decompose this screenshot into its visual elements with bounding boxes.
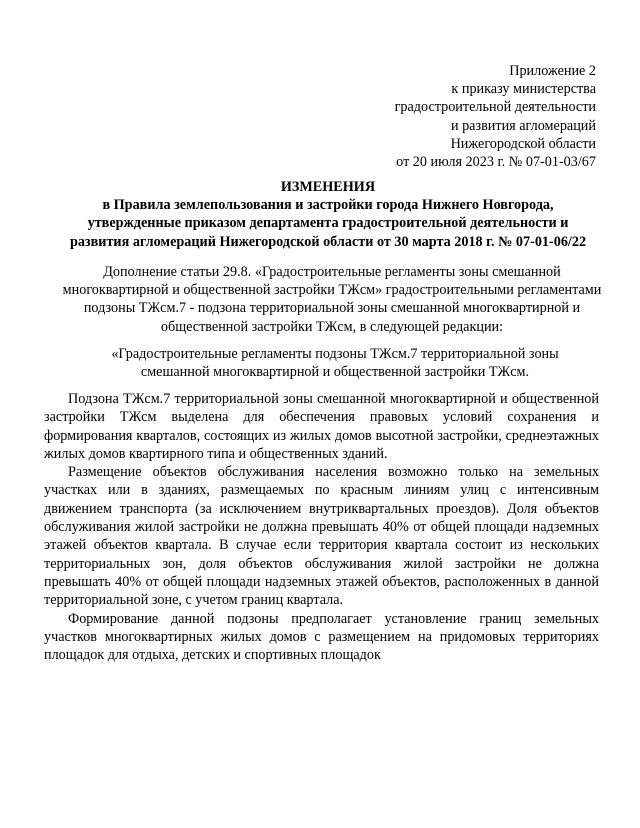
paragraph-2 [44,463,599,609]
document-title [48,178,608,251]
text-line: Размещение объектов обслуживания населения возможно только на земельных [68,464,599,481]
intro-line: общественной застройки ТЖсм, в следующей редакции: [160,318,504,335]
text-line: Подзона ТЖсм.7 территориальной зоны смешанной многоквартирной и общественной [68,391,599,407]
appendix-line: от 20 июля 2023 г. № 07-01-03/67 [396,154,596,171]
text-line: обслуживания жилой застройки не должна превышать 40% от общей площади надземных [44,519,599,536]
title-line: развития агломераций Нижегородской области от 30 марта 2018 г. № 07-01-06/22 [69,233,587,250]
body-text [44,390,599,664]
regulation-heading-line: смешанной многоквартирной и общественной застройки ТЖсм. [140,364,530,381]
regulation-heading [100,345,570,381]
appendix-line: Приложение 2 [509,63,596,79]
text-line: Формирование данной подзоны предполагает установление границ земельных [68,610,599,627]
title-line: в Правила землепользования и застройки города Нижнего Новгорода, [102,197,554,214]
intro-paragraph [48,263,616,336]
appendix-header [395,62,596,171]
text-line: превышать 40% от общей площади надземных этажей объектов, расположенных в данной [44,573,599,590]
text-line: территориальной зоне, с учетом границ квартала. [44,592,344,609]
text-line: участков многоквартирных жилых домов с размещением на придомовых территориях [44,628,599,645]
appendix-line: и развития агломераций [450,117,596,134]
title-heading: ИЗМЕНЕНИЯ [280,179,376,195]
text-line: этажей объектов квартала. В случае если территория квартала состоит из нескольких [44,537,599,554]
text-line: жилых домов квартирного типа и общественных зданий. [44,445,388,462]
paragraph-1 [44,390,599,463]
intro-line: Дополнение статьи 29.8. «Градостроительные регламенты зоны смешанной [103,264,561,280]
appendix-line: к приказу министерства [451,81,596,98]
appendix-line: Нижегородской области [450,135,596,152]
text-line: застройки ТЖсм выделена для обеспечения правовых условий сохранения и [44,409,599,426]
appendix-line: градостроительной деятельности [394,99,596,116]
regulation-heading-line: «Градостроительные регламенты подзоны ТЖсм.7 территориальной зоны [111,346,559,362]
intro-line: многоквартирной и общественной застройки ТЖсм» градостроительными регламентами [62,282,602,299]
title-line: утвержденные приказом департамента градостроительной деятельности и [87,215,569,232]
text-line: территориальных зон, доля объектов обслуживания жилой застройки не должна [44,555,599,572]
text-line: участках или в зданиях, размещаемых по красным линиям улиц с интенсивным [44,482,599,499]
text-line: площадок для отдыха, детских и спортивных площадок [44,647,381,664]
text-line: движением транспорта (за исключением внутриквартальных проездов). Доля объектов [44,500,599,517]
intro-line: подзоны ТЖсм.7 - подзона территориальной зоны смешанной многоквартирной и [83,300,581,317]
text-line: формирования кварталов, состоящих из жилых домов высотной застройки, среднеэтажных [44,427,599,444]
paragraph-3 [44,610,599,665]
